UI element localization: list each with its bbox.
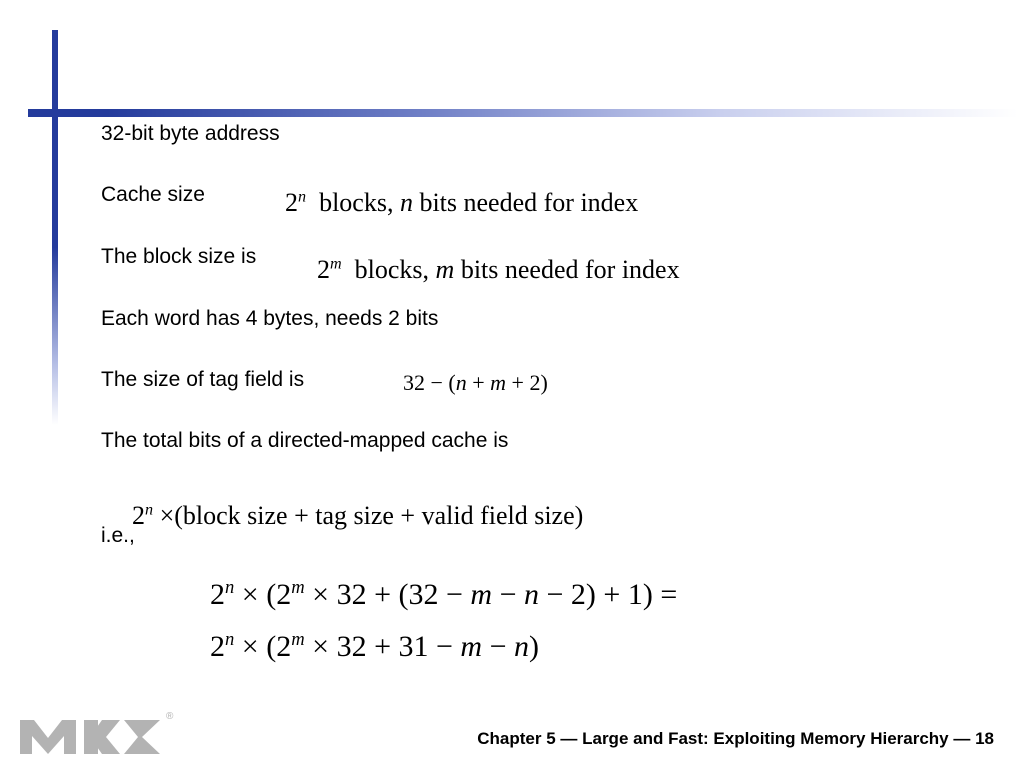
word-line: Each word has 4 bytes, needs 2 bits [101, 307, 439, 330]
logo-registered-mark: ® [166, 711, 174, 722]
tag-line: The size of tag field is [101, 368, 305, 391]
logo-mark-block [124, 720, 160, 754]
block-size-line: The block size is [101, 245, 257, 268]
cache-size-formula: 2$^n$ blocks, n bits needed for index [285, 188, 639, 217]
logo-letter-m [20, 720, 76, 754]
expansion-formula-1: $2^n \times (2^m \times 32 + (32 - m - n - 2) + 1)$ = [210, 576, 678, 611]
expansion-formula-2: $2^n \times (2^m \times 32 + 31 - m - n)$ [210, 628, 540, 663]
tag-formula: 32 − (n + m + 2) [403, 370, 548, 395]
block-size-formula: 2$^m$ blocks, m bits needed for index [317, 255, 680, 284]
address-line: 32-bit byte address [101, 122, 280, 145]
cache-size-line: Cache size [101, 183, 205, 206]
footer-chapter-title: Chapter 5 — Large and Fast: Exploiting Memory Hierarchy — 18 [477, 729, 994, 748]
total-line: The total bits of a directed-mapped cache is [101, 429, 509, 452]
total-formula: 2$^n$ ×(block size + tag size + valid field size) [132, 501, 584, 530]
slide-vertical-accent-bar [52, 30, 58, 425]
mk-logo [20, 708, 180, 758]
ie-line: i.e., [101, 524, 135, 547]
slide-horizontal-accent-bar [28, 109, 1018, 117]
